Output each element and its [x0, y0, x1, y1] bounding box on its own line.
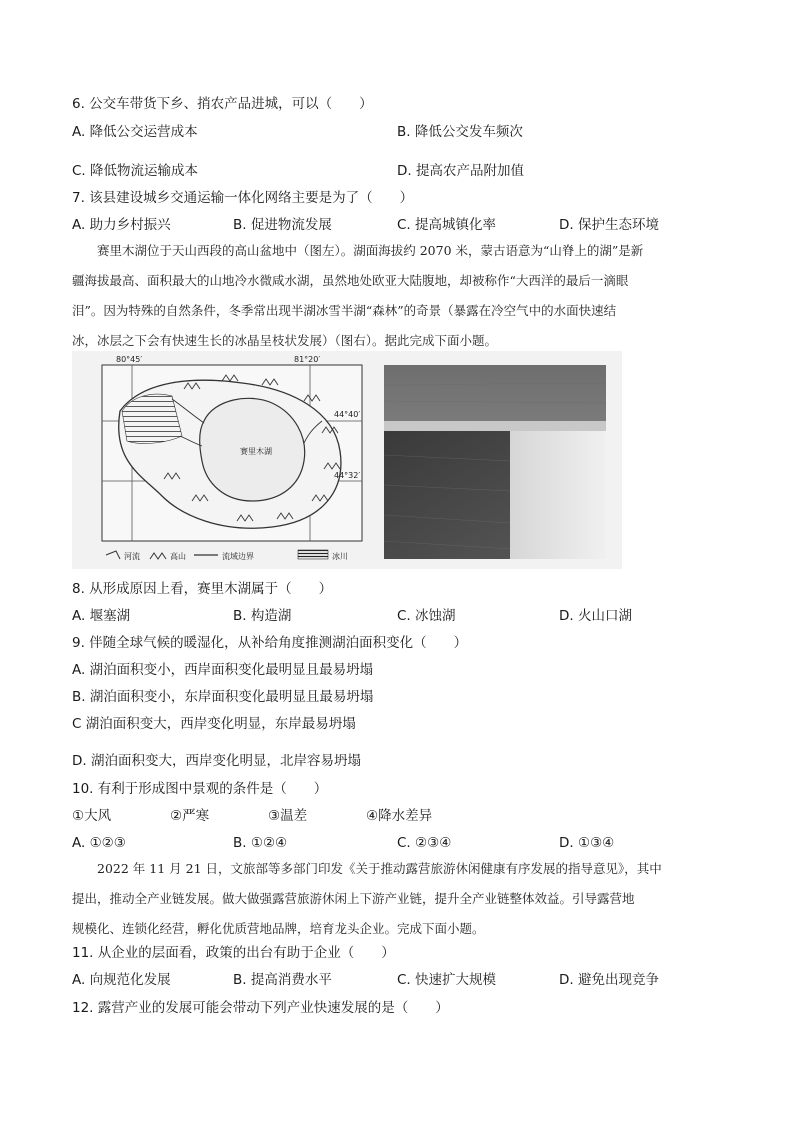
q6-stem: 6. 公交车带货下乡、捎农产品进城，可以（ ） — [72, 96, 373, 112]
q9-option-a: A. 湖泊面积变小，西岸面积变化最明显且最易坍塌 — [72, 662, 374, 678]
passage-sayram-lake — [72, 236, 722, 356]
photo-horizon — [384, 421, 606, 431]
longitude-label: 80°45′ — [116, 355, 143, 364]
passage-line: 规模化、连锁化经营，孵化优质营地品牌，培育龙头企业。完成下面小题。 — [72, 921, 485, 936]
glacier-area — [122, 394, 182, 443]
ice-forest-photo — [384, 365, 606, 559]
q7-stem: 7. 该县建设城乡交通运输一体化网络主要是为了（ ） — [72, 190, 414, 206]
q7-option-c: C. 提高城镇化率 — [397, 217, 497, 233]
q6-option-b: B. 降低公交发车频次 — [397, 124, 523, 140]
q10-factor-4: ④降水差异 — [366, 808, 433, 824]
q10-factor-2: ②严寒 — [170, 808, 210, 824]
q8-stem: 8. 从形成原因上看，赛里木湖属于（ ） — [72, 581, 333, 597]
q9-option-c: C 湖泊面积变大，西岸变化明显，东岸最易坍塌 — [72, 716, 356, 732]
q7-option-a: A. 助力乡村振兴 — [72, 217, 171, 233]
q12-stem: 12. 露营产业的发展可能会带动下列产业快速发展的是（ ） — [72, 1000, 449, 1016]
legend-mountain-symbol — [150, 553, 166, 559]
q9-stem: 9. 伴随全球气候的暖湿化，从补给角度推测湖泊面积变化（ ） — [72, 635, 468, 651]
q9-option-b: B. 湖泊面积变小，东岸面积变化最明显且最易坍塌 — [72, 689, 374, 705]
map-legend — [106, 550, 348, 561]
latitude-label: 44°40′ — [334, 410, 361, 419]
q11-option-d: D. 避免出现竞争 — [559, 972, 659, 988]
passage-camping — [72, 854, 722, 944]
passage-line: 提出，推动全产业链发展。做大做强露营旅游休闲上下游产业链，提升全产业链整体效益。引导露营地 — [72, 891, 635, 906]
q8-option-d: D. 火山口湖 — [559, 608, 632, 624]
q10-stem: 10. 有利于形成图中景观的条件是（ ） — [72, 781, 328, 797]
q11-option-a: A. 向规范化发展 — [72, 972, 171, 988]
legend-mountain-label: 高山 — [170, 552, 186, 561]
q9-option-d: D. 湖泊面积变大，西岸变化明显，北岸容易坍塌 — [72, 753, 361, 769]
q10-option-b: B. ①②④ — [233, 835, 288, 851]
legend-basin-label: 流域边界 — [222, 552, 254, 561]
legend-glacier-label: 冰川 — [332, 552, 348, 561]
lake-label: 赛里木湖 — [240, 447, 272, 456]
q11-option-c: C. 快速扩大规模 — [397, 972, 497, 988]
passage-line: 疆海拔最高、面积最大的山地冷水微咸水湖，虽然地处欧亚大陆腹地，却被称作“大西洋的最后一滴眼 — [72, 273, 629, 288]
passage-line: 冰，冰层之下会有快速生长的冰晶呈枝状发展）（图右）。据此完成下面小题。 — [72, 333, 498, 348]
q6-option-c: C. 降低物流运输成本 — [72, 163, 199, 179]
latitude-label: 44°32′ — [334, 471, 361, 480]
q8-option-a: A. 堰塞湖 — [72, 608, 131, 624]
q10-option-d: D. ①③④ — [559, 835, 615, 851]
q10-option-a: A. ①②③ — [72, 835, 126, 851]
legend-river-symbol — [106, 551, 120, 559]
q10-factor-3: ③温差 — [268, 808, 308, 824]
photo-ice — [510, 431, 606, 559]
q8-option-c: C. 冰蚀湖 — [397, 608, 456, 624]
legend-river-label: 河流 — [124, 552, 140, 561]
q6-option-d: D. 提高农产品附加值 — [397, 163, 524, 179]
passage-line: 2022 年 11 月 21 日，文旅部等多部门印发《关于推动露营旅游休闲健康有序发展的指导意见》，其中 — [72, 861, 662, 876]
q7-option-b: B. 促进物流发展 — [233, 217, 332, 233]
q8-option-b: B. 构造湖 — [233, 608, 292, 624]
q7-option-d: D. 保护生态环境 — [559, 217, 659, 233]
passage-line: 泪”。因为特殊的自然条件，冬季常出现半湖冰雪半湖“森林”的奇景（暴露在冷空气中的水面快速结 — [72, 303, 617, 318]
q11-stem: 11. 从企业的层面看，政策的出台有助于企业（ ） — [72, 945, 395, 961]
passage-line: 赛里木湖位于天山西段的高山盆地中（图左）。湖面海拔约 2070 米，蒙古语意为“山脊上的湖”是新 — [72, 243, 644, 258]
q10-factor-1: ①大风 — [72, 808, 112, 824]
longitude-label: 81°20′ — [294, 355, 321, 364]
q6-option-a: A. 降低公交运营成本 — [72, 124, 198, 140]
legend-glacier-symbol — [298, 550, 328, 559]
q11-option-b: B. 提高消费水平 — [233, 972, 332, 988]
q10-option-c: C. ②③④ — [397, 835, 452, 851]
